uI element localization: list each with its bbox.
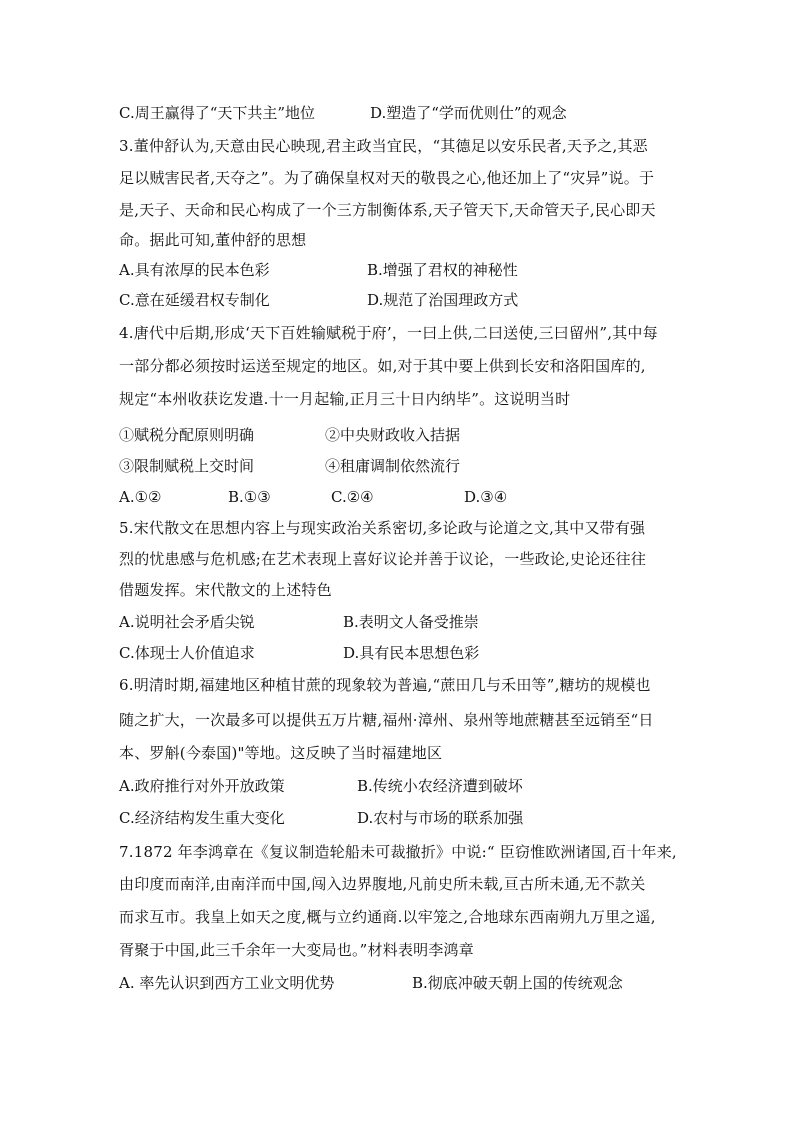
q5-option-a: A.说明社会矛盾尖锐 <box>119 613 255 631</box>
q3-stem-line-4: 命。据此可知,董仲舒的思想 <box>119 231 307 249</box>
q6-option-c: C.经济结构发生重大变化 <box>119 809 285 827</box>
q3-option-a: A.具有浓厚的民本色彩 <box>119 261 270 279</box>
q7-option-b: B.彻底冲破天朝上国的传统观念 <box>412 974 623 992</box>
q2-option-c: C.周王赢得了“天下共主”地位 <box>119 104 316 122</box>
q7-stem-line-4: 胥聚于中国,此三千余年一大变局也。”材料表明李鸿章 <box>119 941 474 959</box>
q3-option-d: D.规范了治国理政方式 <box>367 291 519 309</box>
q5-option-d: D.具有民本思想色彩 <box>343 644 480 662</box>
q6-option-a: A.政府推行对外开放政策 <box>119 777 285 795</box>
q4-statement-3: ③限制赋税上交时间 <box>119 457 255 475</box>
q7-stem-line-2: 由印度而南洋,由南洋而中国,闯入边界腹地,凡前史所未载,亘古所未通,无不款关 <box>119 875 646 893</box>
q6-stem-line-1: 6.明清时期,福建地区种植甘蔗的现象较为普遍,“蔗田几与禾田等”,糖坊的规模也 <box>119 676 651 694</box>
q7-stem-line-1: 7.1872 年李鸿章在《复议制造轮船未可裁撤折》中说:“ 臣窃惟欧洲诸国,百十年来, <box>119 843 677 861</box>
q4-option-d: D.③④ <box>464 488 508 506</box>
q4-stem-line-3: 规定“本州收获讫发遣.十一月起输,正月三十日内纳毕”。这说明当时 <box>119 390 571 408</box>
q4-statement-1: ①赋税分配原则明确 <box>119 426 255 444</box>
q2-option-d: D.塑造了“学而优则仕”的观念 <box>370 104 567 122</box>
q4-statement-4: ④租庸调制依然流行 <box>325 457 461 475</box>
q4-stem-line-1: 4.唐代中后期,形成‘天下百姓输赋税于府’，一曰上供,二曰送使,三曰留州”,其中每 <box>119 324 658 342</box>
q5-option-c: C.体现士人价值追求 <box>119 644 255 662</box>
q3-stem-line-1: 3.董仲舒认为,天意由民心映现,君主政当宜民，“其德足以安乐民者,天予之,其恶 <box>119 137 648 155</box>
q3-stem-line-2: 足以贼害民者,天夺之”。为了确保皇权对天的敬畏之心,他还加上了“灾异”说。于 <box>119 169 655 187</box>
q4-stem-line-2: 一部分都必须按时运送至规定的地区。如,对于其中要上供到长安和洛阳国库的, <box>119 357 646 375</box>
q6-stem-line-2: 随之扩大，一次最多可以提供五万片糖,福州·漳州、泉州等地蔗糖甚至远销至“日 <box>119 711 654 729</box>
q6-option-b: B.传统小农经济遭到破坏 <box>357 777 523 795</box>
q5-stem-line-1: 5.宋代散文在思想内容上与现实政治关系密切,多论政与论道之文,其中又带有强 <box>119 519 646 537</box>
q6-stem-line-3: 本、罗斛(今泰国)"等地。这反映了当时福建地区 <box>119 744 443 762</box>
q5-stem-line-2: 烈的忧患感与危机感;在艺术表现上喜好议论并善于议论，一些政论,史论还往往 <box>119 550 647 568</box>
q4-option-b: B.①③ <box>228 488 271 506</box>
q7-option-a: A. 率先认识到西方工业文明优势 <box>119 974 335 992</box>
q3-stem-line-3: 是,天子、天命和民心构成了一个三方制衡体系,天子管天下,天命管天子,民心即天 <box>119 201 656 219</box>
q6-option-d: D.农村与市场的联系加强 <box>357 809 524 827</box>
q3-option-c: C.意在延缓君权专制化 <box>119 291 270 309</box>
q5-option-b: B.表明文人备受推崇 <box>343 613 479 631</box>
q4-option-c: C.②④ <box>331 488 374 506</box>
q3-option-b: B.增强了君权的神秘性 <box>367 261 518 279</box>
q5-stem-line-3: 借题发挥。宋代散文的上述特色 <box>119 581 332 599</box>
q7-stem-line-3: 而求互市。我皇上如天之度,概与立约通商.以牢笼之,合地球东西南朔九万里之遥, <box>119 908 656 926</box>
q4-option-a: A.①② <box>119 488 162 506</box>
q4-statement-2: ②中央财政收入拮据 <box>325 426 461 444</box>
